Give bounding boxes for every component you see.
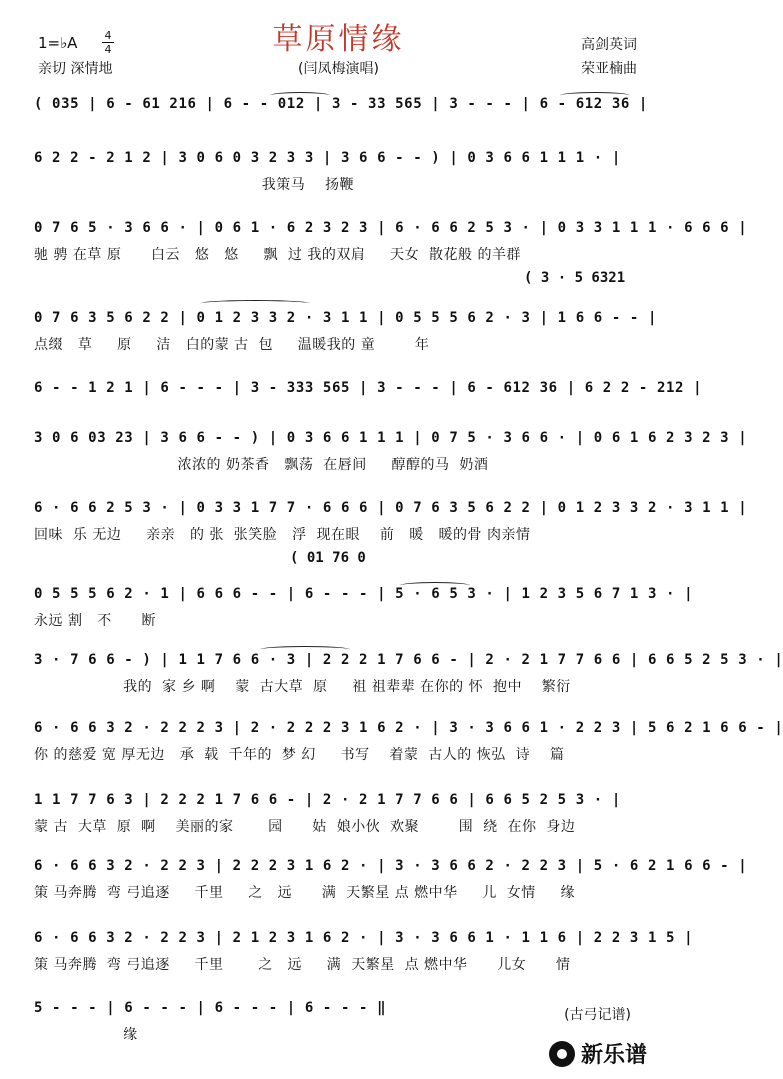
time-signature-bottom: 4 — [104, 43, 112, 56]
lyrics-line: 驰 骋 在草 原 白云 悠 悠 飘 过 我的双肩 天女 散花般 的羊群 — [34, 247, 521, 263]
notation-line: 6 · 6 6 2 5 3 · | 0 3 3 1 7 7 · 6 6 6 | 0 7 6 3 5 6 2 2 | 0 1 2 3 3 2 · 3 1 1 | — [34, 500, 748, 516]
lyrics-line: 点缀 草 原 洁 白的蒙 古 包 温暖我的 童 年 — [34, 337, 430, 353]
score-row-13 — [34, 930, 694, 974]
notation-line: 6 · 6 6 3 2 · 2 2 3 | 2 1 2 3 1 6 2 · | 3 · 3 6 6 1 · 1 1 6 | 2 2 3 1 5 | — [34, 930, 694, 946]
notation-line: 3 · 7 6 6 - ) | 1 1 7 6 6 · 3 | 2 2 2 1 7 6 6 - | 2 · 2 1 7 7 6 6 | 6 6 5 2 5 3 · | — [34, 652, 783, 668]
slur — [260, 646, 350, 653]
lyrics-line: 蒙 古 大草 原 啊 美丽的家 园 姑 娘小伙 欢聚 围 绕 在你 身边 — [34, 819, 576, 835]
score-row-5 — [34, 380, 703, 396]
alt-melody-1: ( 3 · 5 6321 — [524, 270, 626, 286]
score-row-8 — [34, 586, 694, 630]
notation-line: 5 - - - | 6 - - - | 6 - - - | 6 - - - ‖ — [34, 1000, 387, 1016]
site-logo — [549, 1038, 647, 1069]
time-signature-top: 4 — [104, 29, 112, 42]
song-title: 草原情缘 — [272, 22, 405, 57]
score-row-12 — [34, 858, 748, 902]
score-row-1 — [34, 96, 648, 112]
notation-line: 3 0 6 03 23 | 3 6 6 - - ) | 0 3 6 6 1 1 1 | 0 7 5 · 3 6 6 · | 0 6 1 6 2 3 2 3 | — [34, 430, 748, 446]
lyrics-line: 永远 割 不 断 — [34, 613, 157, 629]
notation-line: 1 1 7 7 6 3 | 2 2 2 1 7 6 6 - | 2 · 2 1 7 7 6 6 | 6 6 5 2 5 3 · | — [34, 792, 621, 808]
notation-line: ( 035 | 6 - 61 216 | 6 - - 012 | 3 - 33 565 | 3 - - - | 6 - 612 36 | — [34, 96, 648, 112]
notation-line: 6 · 6 6 3 2 · 2 2 2 3 | 2 · 2 2 2 3 1 6 2 · | 3 · 3 6 6 1 · 2 2 3 | 5 6 2 1 6 6 - | — [34, 720, 783, 736]
lyrics-line: 我策马 扬鞭 — [34, 177, 355, 193]
key-signature: 1=♭A — [38, 34, 78, 52]
notation-line: 6 · 6 6 3 2 · 2 2 3 | 2 2 2 3 1 6 2 · | 3 · 3 6 6 2 · 2 2 3 | 5 · 6 2 1 6 6 - | — [34, 858, 748, 874]
performance-mood: 亲切 深情地 — [38, 61, 113, 77]
score-row-9 — [34, 652, 783, 696]
lyrics-line: 浓浓的 奶茶香 飘荡 在唇间 醇醇的马 奶酒 — [34, 457, 489, 473]
slur — [200, 300, 310, 307]
slur — [400, 582, 470, 589]
lyrics-line: 策 马奔腾 弯 弓追逐 千里 之 远 满 天繁星 点 燃中华 儿 女情 缘 — [34, 885, 576, 901]
score-row-3 — [34, 220, 748, 264]
slur — [270, 92, 330, 99]
time-signature — [102, 30, 114, 55]
notation-line: 6 - - 1 2 1 | 6 - - - | 3 - 333 565 | 3 - - - | 6 - 612 36 | 6 2 2 - 212 | — [34, 380, 703, 396]
notation-line: 0 7 6 5 · 3 6 6 · | 0 6 1 · 6 2 3 2 3 | 6 · 6 6 2 5 3 · | 0 3 3 1 1 1 · 6 6 6 | — [34, 220, 748, 236]
score-row-2 — [34, 150, 644, 194]
lyricist-credit: 高剑英词 — [581, 37, 637, 53]
score-row-4 — [34, 310, 657, 354]
lyrics-line: 策 马奔腾 弯 弓追逐 千里 之 远 满 天繁星 点 燃中华 儿女 情 — [34, 957, 571, 973]
score-row-10 — [34, 720, 783, 764]
lyrics-line: 缘 — [34, 1027, 138, 1043]
score-row-6 — [34, 430, 748, 474]
alt-melody-2: ( 01 76 0 — [290, 550, 366, 566]
slur — [560, 92, 630, 99]
score-row-11 — [34, 792, 644, 836]
notation-line: 0 7 6 3 5 6 2 2 | 0 1 2 3 3 2 · 3 1 1 | 0 5 5 5 6 2 · 3 | 1 6 6 - - | — [34, 310, 657, 326]
notation-line: 6 2 2 - 2 1 2 | 3 0 6 0 3 2 3 3 | 3 6 6 - - ) | 0 3 6 6 1 1 1 · | — [34, 150, 621, 166]
notation-line: 0 5 5 5 6 2 · 1 | 6 6 6 - - | 6 - - - | 5 · 6 5 3 · | 1 2 3 5 6 7 1 3 · | — [34, 586, 694, 602]
transcriber-credit: (古弓记谱) — [564, 1007, 631, 1023]
lyrics-line: 回味 乐 无边 亲亲 的 张 张笑脸 浮 现在眼 前 暖 暖的骨 肉亲情 — [34, 527, 531, 543]
lyrics-line: 我的 家 乡 啊 蒙 古大草 原 祖 祖辈辈 在你的 怀 抱中 繁衍 — [34, 679, 571, 695]
lyrics-line: 你 的慈爱 宽 厚无边 承 载 千年的 梦 幻 书写 着蒙 古人的 恢弘 诗 篇 — [34, 747, 565, 763]
disc-icon — [549, 1041, 575, 1067]
score-row-7 — [34, 500, 748, 544]
singer-credit: (闫凤梅演唱) — [298, 61, 379, 77]
composer-credit: 荣亚楠曲 — [581, 61, 637, 77]
logo-text: 新乐谱 — [580, 1043, 647, 1068]
